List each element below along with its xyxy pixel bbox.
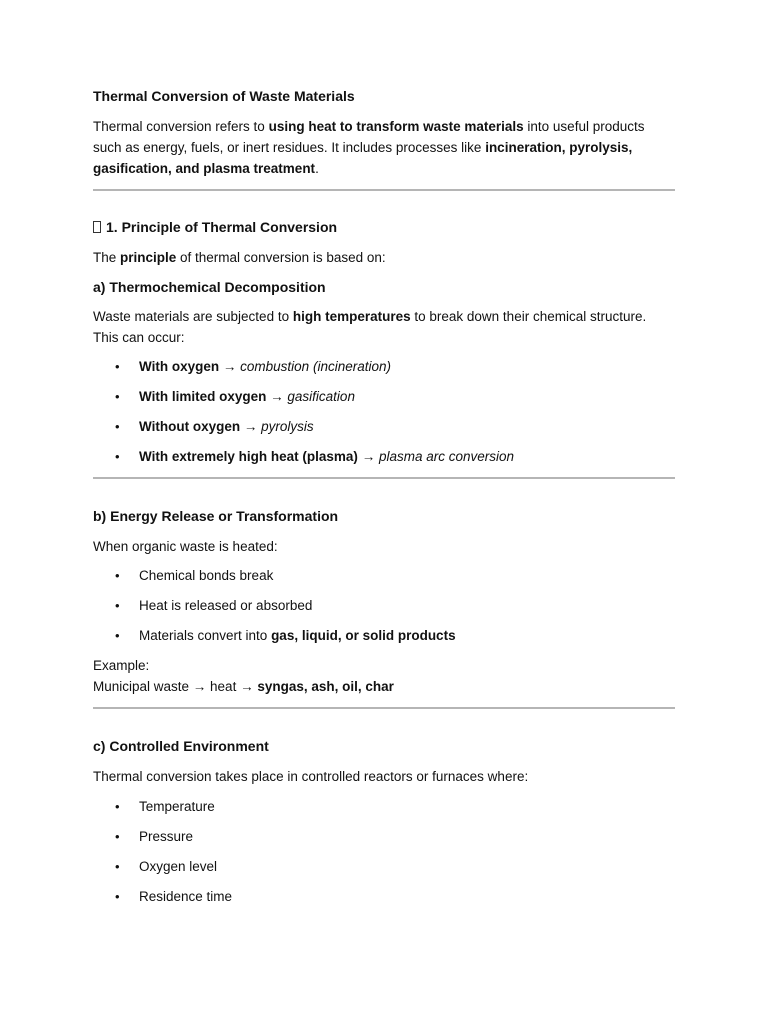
example-bold: syngas, ash, oil, char <box>257 679 394 694</box>
section1-lead-bold: principle <box>120 250 177 265</box>
document-title: Thermal Conversion of Waste Materials <box>93 88 355 104</box>
divider-3 <box>93 707 675 709</box>
list-item-bold: Without oxygen <box>139 419 241 434</box>
list-item <box>93 596 675 616</box>
sub-a-bold: high temperatures <box>292 309 411 324</box>
list-item: • Oxygen level <box>93 857 675 877</box>
sub-b-heading: b) Energy Release or Transformation <box>93 508 339 524</box>
intro-paragraph <box>93 116 675 179</box>
sub-b-list <box>93 566 675 646</box>
sub-a-text-1: Waste materials are subjected to <box>93 309 293 324</box>
intro-bold-1: using heat to transform waste materials <box>268 119 524 134</box>
divider-2 <box>93 477 675 479</box>
intro-text-3: . <box>315 161 319 176</box>
section1-heading <box>93 217 675 237</box>
list-item-italic: combustion (incineration) <box>240 359 391 374</box>
section1-heading-text: 1. Principle of Thermal Conversion <box>106 219 338 235</box>
intro-text-1: Thermal conversion refers to <box>93 119 269 134</box>
list-item <box>93 566 675 586</box>
list-item: • Temperature <box>93 797 675 817</box>
sub-c-list <box>93 797 675 907</box>
sub-a-paragraph <box>93 306 675 348</box>
sub-a-heading: a) Thermochemical Decomposition <box>93 279 326 295</box>
arrow: → <box>240 419 262 434</box>
sub-c-lead: Thermal conversion takes place in controlled reactors or furnaces where: <box>93 769 529 784</box>
missing-glyph-box-icon <box>93 221 101 233</box>
list-item <box>93 417 675 437</box>
section1-lead <box>93 247 675 268</box>
sub-a-text-2: to break down their chemical structure. This can occur: <box>93 309 647 345</box>
list-item <box>93 447 675 467</box>
arrow: → <box>219 359 241 374</box>
intro-text-2: into useful products such as energy, fuels, or inert residues. It includes processes like <box>93 119 645 155</box>
list-item-italic: plasma arc conversion <box>378 449 515 464</box>
list-item-bold: With limited oxygen <box>139 389 267 404</box>
arrow: → <box>266 389 288 404</box>
document-content <box>93 86 675 907</box>
section1-lead-text-1: The <box>93 250 121 265</box>
list-item-bold: gas, liquid, or solid products <box>271 628 456 643</box>
list-item <box>93 357 675 377</box>
list-item <box>93 626 675 646</box>
section1-lead-text-2: of thermal conversion is based on: <box>176 250 386 265</box>
divider-1 <box>93 189 675 191</box>
arrow: → <box>357 449 379 464</box>
list-item: • Pressure <box>93 827 675 847</box>
example-line <box>93 676 675 697</box>
list-item-text: Chemical bonds break <box>139 568 274 583</box>
list-item-bold: With extremely high heat (plasma) <box>139 449 358 464</box>
sub-b-lead: When organic waste is heated: <box>93 539 278 554</box>
list-item-text: Materials convert into <box>139 628 272 643</box>
list-item: • Residence time <box>93 887 675 907</box>
example-text: Municipal waste → heat → <box>93 679 258 694</box>
sub-a-list <box>93 357 675 467</box>
list-item-italic: pyrolysis <box>261 419 314 434</box>
list-item <box>93 387 675 407</box>
intro-bold-2: incineration, pyrolysis, gasification, and plasma treatment <box>93 140 633 176</box>
list-item-bold: With oxygen <box>139 359 220 374</box>
list-item-italic: gasification <box>287 389 355 404</box>
sub-c-heading: c) Controlled Environment <box>93 738 269 754</box>
example-label: Example: <box>93 658 150 673</box>
list-item-text: Heat is released or absorbed <box>139 598 313 613</box>
